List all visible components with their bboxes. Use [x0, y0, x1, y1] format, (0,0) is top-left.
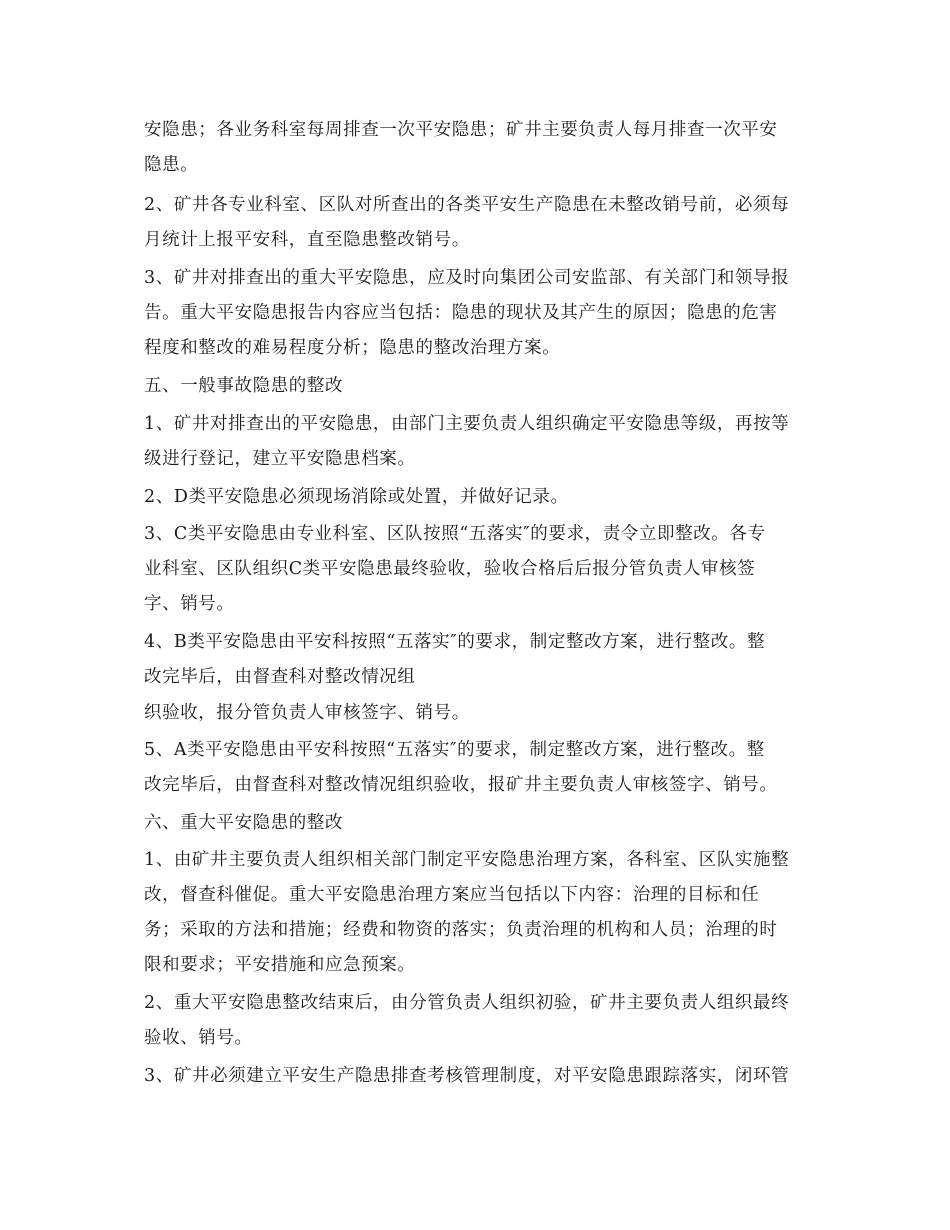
text-line: 字、销号。	[144, 594, 235, 614]
text-line: 月统计上报平安科，直至隐患整改销号。	[144, 230, 470, 250]
text-line: 限和要求；平安措施和应急预案。	[144, 955, 416, 975]
section-heading: 六、重大平安隐患的整改	[144, 813, 344, 833]
text-line: 3、C类平安隐患由专业科室、区队按照“五落实″的要求，责令立即整改。各专	[144, 524, 766, 544]
text-line: 隐患。	[144, 155, 199, 175]
text-line: 改完毕后，由督查科对整改情况组	[144, 667, 416, 687]
section-heading: 五、一般事故隐患的整改	[144, 376, 344, 396]
text-line: 程度和整改的难易程度分析；隐患的整改治理方案。	[144, 338, 561, 358]
text-line: 告。重大平安隐患报告内容应当包括：隐患的现状及其产生的原因；隐患的危害	[144, 303, 778, 323]
text-line: 1、由矿井主要负责人组织相关部门制定平安隐患治理方案，各科室、区队实施整	[144, 850, 790, 870]
text-line: 级进行登记，建立平安隐患档案。	[144, 449, 416, 469]
text-line: 业科室、区队组织C类平安隐患最终验收，验收合格后后报分管负责人审核签	[144, 559, 756, 579]
text-line: 2、D类平安隐患必须现场消除或处置，并做好记录。	[144, 487, 569, 507]
text-line: 务；采取的方法和措施；经费和物资的落实；负责治理的机构和人员；治理的时	[144, 920, 778, 940]
text-line: 2、矿井各专业科室、区队对所查出的各类平安生产隐患在未整改销号前，必须每	[144, 195, 790, 215]
text-line: 改完毕后，由督查科对整改情况组织验收，报矿井主要负责人审核签字、销号。	[144, 775, 778, 795]
text-line: 1、矿井对排查出的平安隐患，由部门主要负责人组织确定平安隐患等级，再按等	[144, 414, 790, 434]
text-line: 改，督查科催促。重大平安隐患治理方案应当包括以下内容：治理的目标和任	[144, 885, 760, 905]
text-line: 3、矿井对排查出的重大平安隐患，应及时向集团公司安监部、有关部门和领导报	[144, 268, 790, 288]
text-line: 4、B类平安隐患由平安科按照“五落实″的要求，制定整改方案，进行整改。整	[144, 632, 766, 652]
text-line: 安隐患；各业务科室每周排查一次平安隐患；矿井主要负责人每月排查一次平安	[144, 120, 778, 140]
text-line: 3、矿井必须建立平安生产隐患排查考核管理制度，对平安隐患跟踪落实，闭环管	[144, 1066, 790, 1086]
text-line: 验收、销号。	[144, 1028, 253, 1048]
text-line: 5、A类平安隐患由平安科按照“五落实″的要求，制定整改方案，进行整改。整	[144, 740, 765, 760]
text-line: 织验收，报分管负责人审核签字、销号。	[144, 703, 470, 723]
text-line: 2、重大平安隐患整改结束后，由分管负责人组织初验，矿井主要负责人组织最终	[144, 993, 790, 1013]
